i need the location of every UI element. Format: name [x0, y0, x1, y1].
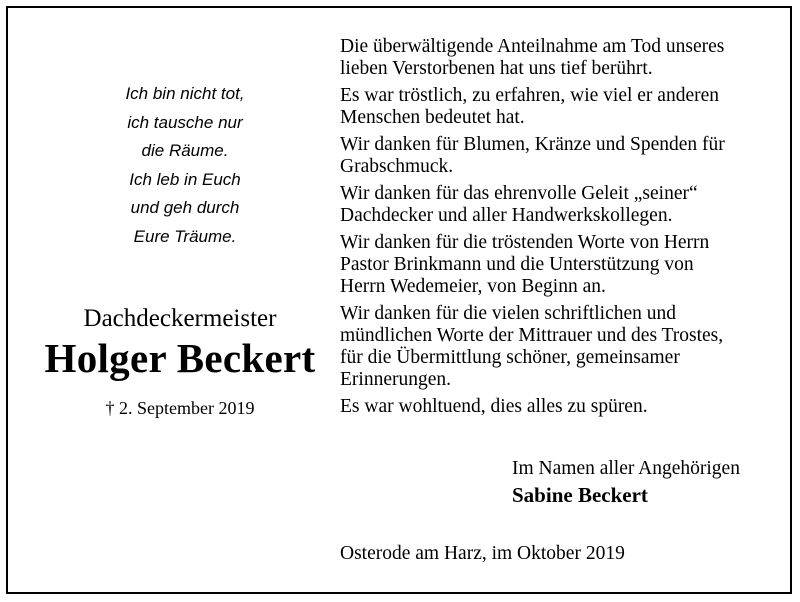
thanks-paragraph [340, 232, 780, 298]
text-line: Pastor Brinkmann und die Unterstützung von [340, 254, 694, 275]
poem-line: Eure Träume. [133, 226, 237, 246]
text-line: mündlichen Worte der Mittrauer und des Trostes, [340, 325, 724, 346]
thanks-paragraph [340, 85, 780, 129]
thanks-paragraph [340, 36, 780, 80]
thank-you-text [340, 36, 780, 423]
deceased-profession: Dachdeckermeister [83, 305, 277, 332]
thanks-paragraph [340, 396, 780, 418]
thanks-paragraph [340, 183, 780, 227]
thanks-paragraph [340, 303, 780, 391]
text-line: für die Übermittlung schöner, gemeinsamer [340, 347, 680, 368]
signature-intro: Im Namen aller Angehörigen [512, 458, 740, 479]
text-line: Wir danken für die vielen schriftlichen und [340, 303, 677, 324]
text-line: Wir danken für das ehrenvolle Geleit „seiner“ [340, 183, 698, 204]
poem-line: ich tausche nur [127, 112, 243, 132]
poem-line: die Räume. [141, 141, 229, 161]
text-line: Dachdecker und aller Handwerkskollegen. [340, 205, 673, 226]
text-line: Wir danken für Blumen, Kränze und Spenden für [340, 134, 725, 155]
deceased-name: Holger Beckert [44, 335, 316, 381]
place-and-date: Osterode am Harz, im Oktober 2019 [340, 543, 625, 564]
text-line: lieben Verstorbenen hat uns tief berührt. [340, 58, 653, 79]
signature-name: Sabine Beckert [512, 483, 648, 507]
text-line: Erinnerungen. [340, 369, 452, 390]
death-date: † 2. September 2019 [105, 398, 255, 418]
text-line: Die überwältigende Anteilnahme am Tod unseres [340, 36, 725, 57]
text-line: Grabschmuck. [340, 156, 454, 177]
text-line: Wir danken für die tröstenden Worte von Herrn [340, 232, 710, 253]
text-line: Herrn Wedemeier, von Beginn an. [340, 276, 606, 297]
poem-line: Ich leb in Euch [129, 169, 241, 189]
poem-line: Ich bin nicht tot, [125, 84, 245, 103]
text-line: Es war wohltuend, dies alles zu spüren. [340, 396, 648, 417]
text-line: Es war tröstlich, zu erfahren, wie viel er anderen [340, 85, 719, 106]
memorial-poem [70, 80, 300, 252]
poem-line: und geh durch [130, 198, 240, 218]
thanks-paragraph [340, 134, 780, 178]
text-line: Menschen bedeutet hat. [340, 107, 525, 128]
